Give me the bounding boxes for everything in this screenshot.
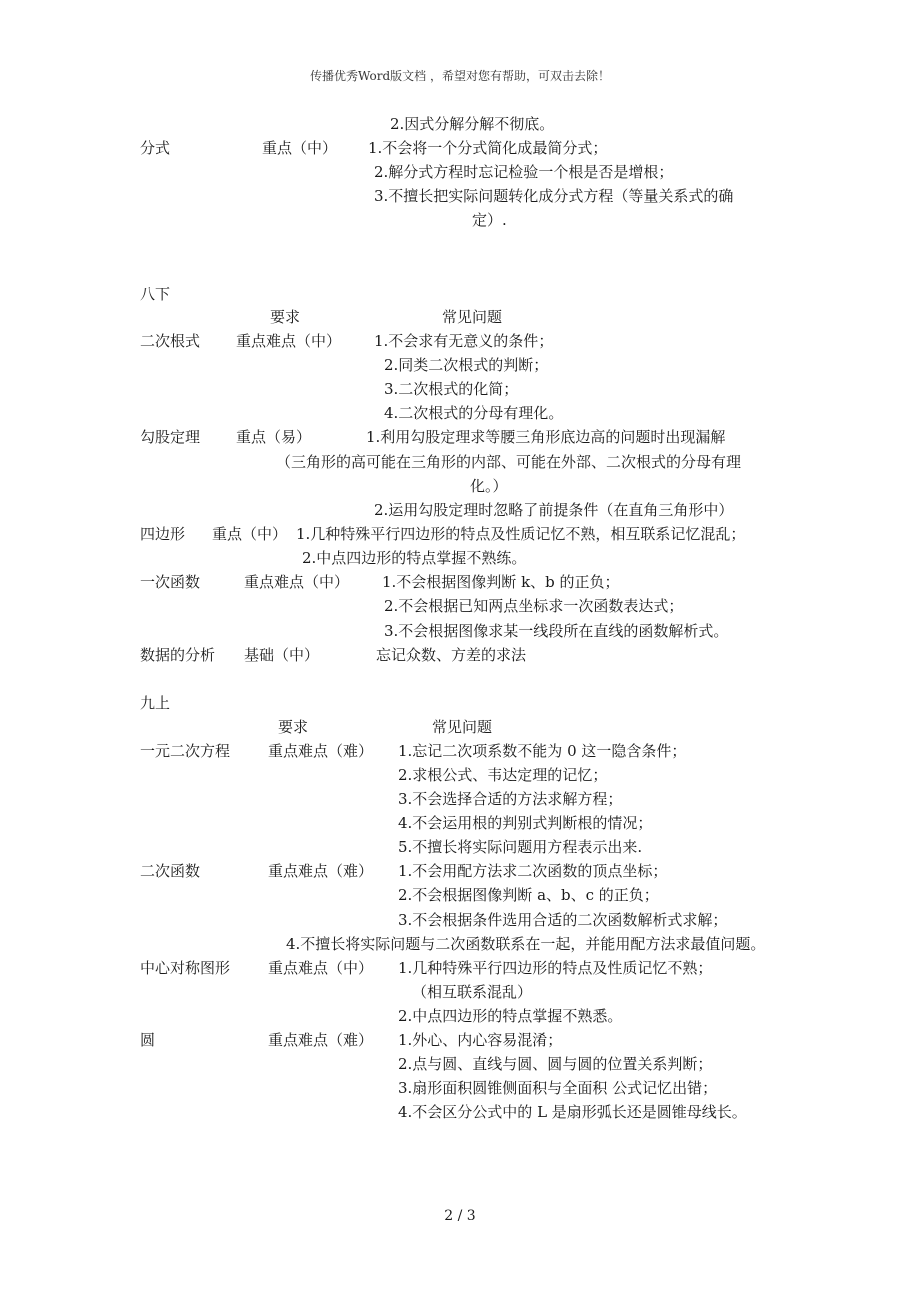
topic-shuju: 数据的分析 xyxy=(140,646,216,664)
issue-zhongxin-3: 2.中点四边形的特点掌握不熟悉。 xyxy=(398,1007,623,1025)
issue-erci-genshi-1: 1.不会求有无意义的条件； xyxy=(374,332,554,350)
topic-sibianxing: 四边形 xyxy=(140,525,186,543)
issue-yiyuan-4: 4.不会运用根的判别式判断根的情况； xyxy=(398,814,653,832)
issue-yuan-1: 1.外心、内心容易混淆； xyxy=(398,1031,563,1049)
issue-yiyuan-3: 3.不会选择合适的方法求解方程； xyxy=(398,790,623,808)
issue-yuan-2: 2.点与圆、直线与圆、圆与圆的位置关系判断； xyxy=(398,1055,713,1073)
issue-gougu-1: 1.利用勾股定理求等腰三角形底边高的问题时出现漏解 xyxy=(366,428,726,446)
issue-erci-hanshu-2: 2.不会根据图像判断 a、b、c 的正负； xyxy=(398,886,659,904)
level-erci-genshi: 重点难点（中） xyxy=(236,332,342,350)
col-header-issues-2: 常见问题 xyxy=(432,718,493,736)
level-yiyuan: 重点难点（难） xyxy=(268,742,374,760)
level-yici: 重点难点（中） xyxy=(244,573,350,591)
page-header: 传播优秀Word版文档 ，希望对您有帮助，可双击去除！ xyxy=(310,69,610,83)
issue-shuju-1: 忘记众数、方差的求法 xyxy=(376,646,527,664)
issue-gougu-4: 2.运用勾股定理时忽略了前提条件（在直角三角形中） xyxy=(374,501,734,519)
issue-zhongxin-2: （相互联系混乱） xyxy=(412,983,533,1001)
issue-erci-genshi-4: 4.二次根式的分母有理化。 xyxy=(384,404,564,422)
issue-fenshi-4: 定）. xyxy=(472,211,507,229)
issue-yuan-4: 4.不会区分公式中的 L 是扇形弧长还是圆锥母线长。 xyxy=(398,1103,747,1121)
issue-erci-genshi-3: 3.二次根式的化简； xyxy=(384,380,519,398)
prev-line: 2.因式分解分解不彻底。 xyxy=(390,115,555,133)
section-title-jiushang: 九上 xyxy=(140,694,171,712)
topic-yici: 一次函数 xyxy=(140,573,201,591)
issue-erci-hanshu-3: 3.不会根据条件选用合适的二次函数解析式求解； xyxy=(398,911,728,929)
col-header-requirement-2: 要求 xyxy=(278,718,309,736)
issue-yiyuan-1: 1.忘记二次项系数不能为 0 这一隐含条件； xyxy=(398,742,687,760)
topic-zhongxin: 中心对称图形 xyxy=(140,959,231,977)
col-header-requirement: 要求 xyxy=(270,308,301,326)
issue-yici-2: 2.不会根据已知两点坐标求一次函数表达式； xyxy=(384,597,684,615)
issue-gougu-3: 化。） xyxy=(470,477,508,495)
topic-yiyuan: 一元二次方程 xyxy=(140,742,231,760)
issue-yiyuan-5: 5.不擅长将实际问题用方程表示出来. xyxy=(398,838,643,856)
level-yuan: 重点难点（难） xyxy=(268,1031,374,1049)
issue-gougu-2: （三角形的高可能在三角形的内部、可能在外部、二次根式的分母有理 xyxy=(276,453,742,471)
issue-zhongxin-1: 1.几种特殊平行四边形的特点及性质记忆不熟； xyxy=(398,959,713,977)
issue-yici-3: 3.不会根据图像求某一线段所在直线的函数解析式。 xyxy=(384,622,729,640)
topic-gougu: 勾股定理 xyxy=(140,428,201,446)
issue-sibianxing-1: 1.几种特殊平行四边形的特点及性质记忆不熟，相互联系记忆混乱； xyxy=(296,525,746,543)
page-number: 2 / 3 xyxy=(444,1208,476,1224)
level-fenshi: 重点（中） xyxy=(262,139,338,157)
issue-erci-hanshu-1: 1.不会用配方法求二次函数的顶点坐标； xyxy=(398,862,668,880)
level-shuju: 基础（中） xyxy=(244,646,320,664)
topic-erci-genshi: 二次根式 xyxy=(140,332,201,350)
issue-yuan-3: 3.扇形面积圆锥侧面积与全面积 公式记忆出错； xyxy=(398,1079,718,1097)
issue-yici-1: 1.不会根据图像判断 k、b 的正负； xyxy=(382,573,620,591)
level-zhongxin: 重点难点（中） xyxy=(268,959,374,977)
topic-erci-hanshu: 二次函数 xyxy=(140,862,201,880)
level-sibianxing: 重点（中） xyxy=(212,525,288,543)
issue-fenshi-2: 2.解分式方程时忘记检验一个根是否是增根； xyxy=(374,163,674,181)
issue-erci-genshi-2: 2.同类二次根式的判断； xyxy=(384,356,549,374)
issue-fenshi-1: 1.不会将一个分式简化成最简分式； xyxy=(368,139,608,157)
col-header-issues: 常见问题 xyxy=(442,308,503,326)
level-erci-hanshu: 重点难点（难） xyxy=(268,862,374,880)
issue-fenshi-3: 3.不擅长把实际问题转化成分式方程（等量关系式的确 xyxy=(374,187,734,205)
issue-erci-hanshu-4: 4.不擅长将实际问题与二次函数联系在一起，并能用配方法求最值问题。 xyxy=(286,935,766,953)
level-gougu: 重点（易） xyxy=(236,428,312,446)
issue-yiyuan-2: 2.求根公式、韦达定理的记忆； xyxy=(398,766,608,784)
section-title-baxia: 八下 xyxy=(140,285,171,303)
topic-yuan: 圆 xyxy=(140,1031,156,1049)
issue-sibianxing-2: 2.中点四边形的特点掌握不熟练。 xyxy=(302,549,527,567)
topic-fenshi: 分式 xyxy=(140,139,171,157)
